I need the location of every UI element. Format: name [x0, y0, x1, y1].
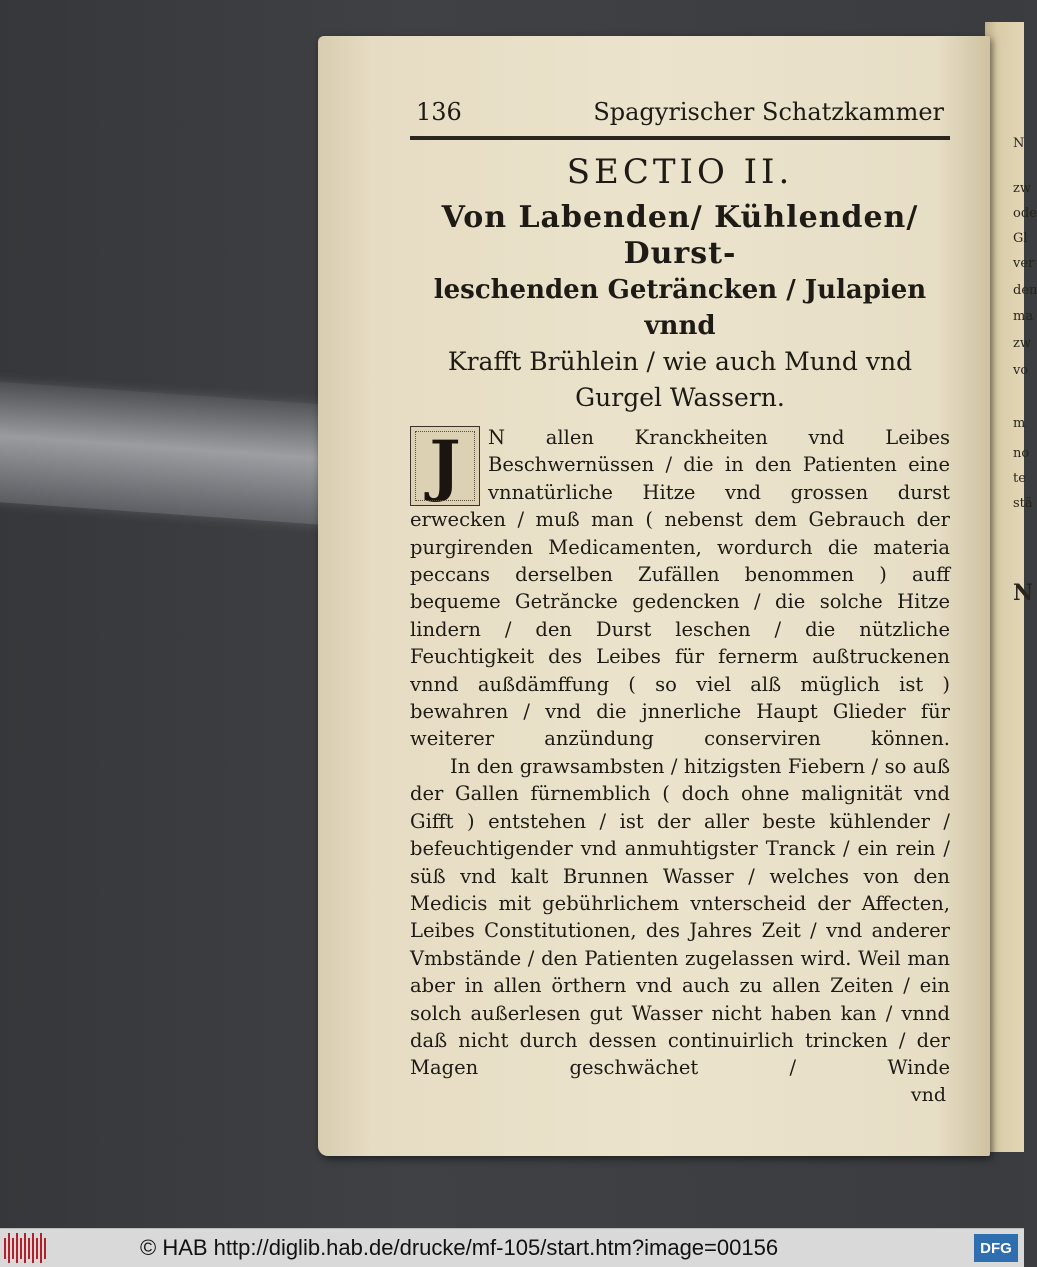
paragraph: In den grawsambsten / hitzigsten Fiebern / so auß der Gallen fürnemblich ( doch ohne malignität vnd Gifft ) entstehen / ist der aller beste kühlender / befeuchtigender vnd anmuhtigster Tranck / ein rein / süß vnd kalt Brunnen Wasser / welches von den Medicis mit gebührlichem vnterscheid der Affecten, Leibes Constitutionen, des Jahres Zeit / vnd anderer Vmbstände / den Patienten zugelassen wird. Weil man aber in allen örthern vnd auch zu allen Zeiten / ein solch außerlesen gut Wasser nicht haben kan / vnnd daß nicht durch dessen continuirlich trincken / der Magen geschwächet / Winde	[410, 754, 950, 1080]
heading-line: Gurgel Wassern.	[575, 383, 785, 412]
ornamental-initial: J	[410, 426, 480, 506]
viewer-footer	[0, 1228, 1024, 1267]
heading-line: leschenden Geträncken / Julapien vnnd	[433, 275, 927, 341]
running-head: Spagyrischer Schatzkammer	[593, 98, 944, 126]
next-page-fragment: ver	[1013, 256, 1035, 271]
page-number: 136	[416, 98, 462, 126]
dfg-logo-icon: DFG	[974, 1234, 1018, 1262]
next-page-fragment: ode	[1013, 206, 1037, 221]
next-page-fragment: zw	[1013, 336, 1031, 351]
heading-line: Krafft Brühlein / wie auch Mund vnd	[447, 347, 913, 376]
copyright-url[interactable]: © HAB http://diglib.hab.de/drucke/mf-105/start.htm?image=00156	[140, 1235, 779, 1260]
next-page-fragment: Gl	[1013, 231, 1028, 246]
next-page-fragment: N	[1013, 580, 1034, 606]
heading-line: Von Labenden/ Kühlenden/ Durst-	[441, 200, 919, 271]
next-page-fragment: te	[1013, 471, 1026, 486]
next-page-fragment: stä	[1013, 496, 1033, 511]
next-page-fragment: zw	[1013, 181, 1031, 196]
page-content	[410, 98, 950, 1106]
adjacent-page-edge	[985, 22, 1037, 1152]
next-page-fragment: m	[1013, 416, 1026, 431]
page-header	[410, 98, 950, 134]
paragraph: N allen Kranckheiten vnd Leibes Beschwernüssen / die in den Patienten eine vnnatürliche Hitze vnd grossen durst erwecken / muß man ( nebenst dem Gebrauch der purgirenden Medicamenten, wordurch die materia peccans derselben Zufällen benommen ) auff bequeme Getrăncke gedencken / die solche Hitze lindern / den Durst leschen / die nützliche Feuchtigkeit des Leibes für fernerm außtruckenen vnnd außdämffung ( so viel alß müglich ist ) bewahren / vnd die jnnerliche Haupt Glieder für weiterer anzündung conserviren können.	[410, 426, 950, 751]
chapter-heading	[410, 200, 950, 416]
body-text	[410, 424, 950, 1082]
next-page-fragment: ma	[1013, 309, 1034, 324]
catchword: vnd	[910, 1083, 946, 1106]
section-title: SECTIO II.	[566, 152, 794, 192]
next-page-fragment: N	[1013, 136, 1025, 151]
next-page-fragment: vo	[1013, 363, 1029, 378]
hab-logo-icon	[4, 1233, 46, 1263]
next-page-fragment: den	[1013, 283, 1037, 298]
book-page	[318, 36, 990, 1156]
header-rule	[410, 136, 950, 140]
next-page-fragment: no	[1013, 446, 1030, 461]
